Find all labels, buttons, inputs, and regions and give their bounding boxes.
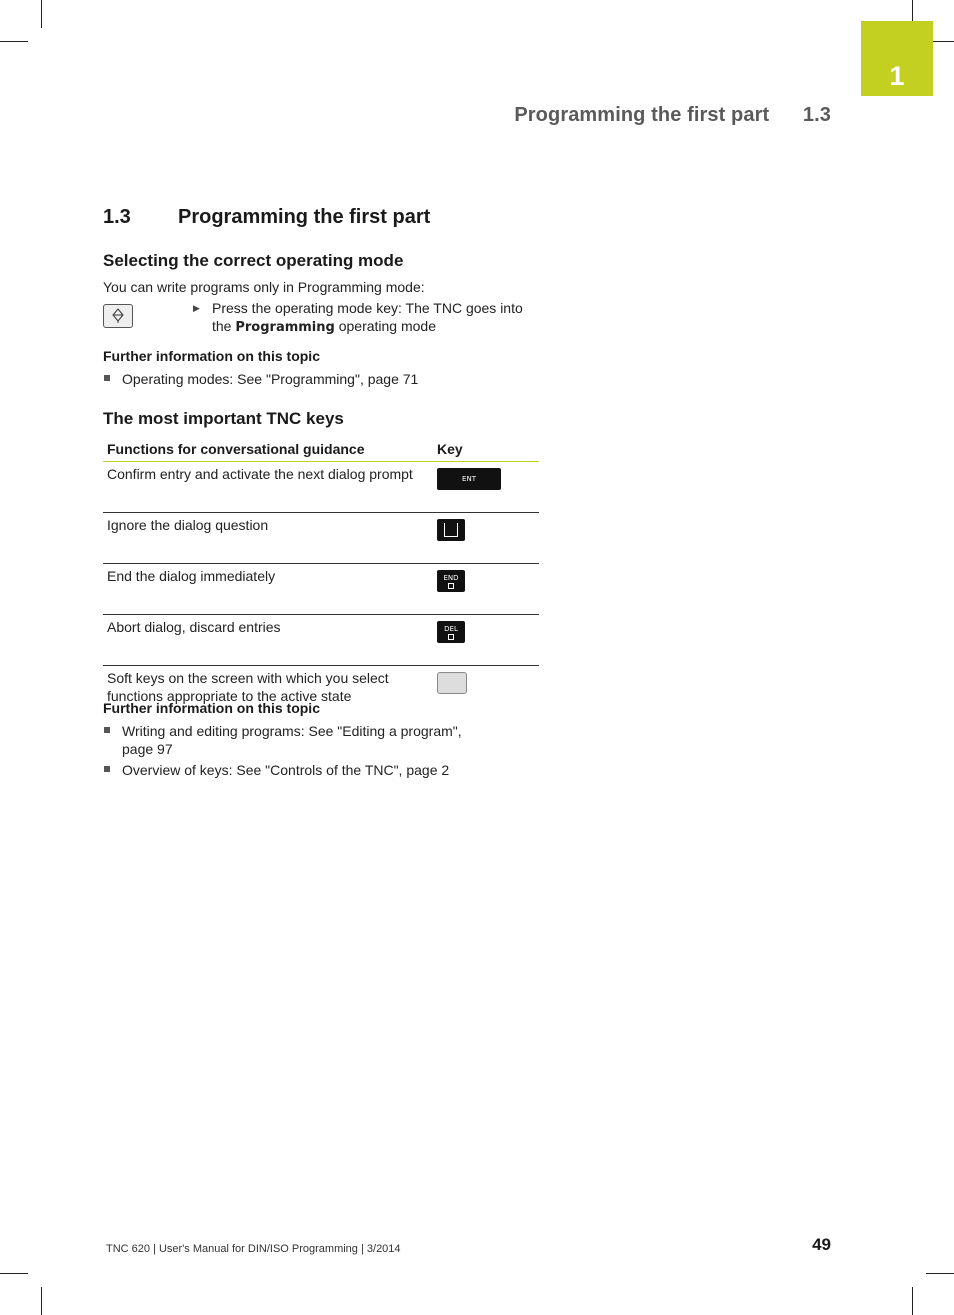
crop-mark xyxy=(926,1273,954,1274)
del-key-icon[interactable] xyxy=(437,621,465,643)
function-cell: Soft keys on the screen with which you select functions appropriate to the active state xyxy=(107,670,389,704)
no-ent-key-icon[interactable] xyxy=(437,519,465,541)
end-key-icon[interactable] xyxy=(437,570,465,592)
crop-mark xyxy=(41,1287,42,1315)
ent-key-icon[interactable] xyxy=(437,468,501,490)
key-cell xyxy=(433,666,539,717)
crop-mark xyxy=(0,41,28,42)
further-info-heading: Further information on this topic xyxy=(103,348,320,364)
page-number: 49 xyxy=(812,1235,831,1254)
running-header xyxy=(514,104,831,127)
key-cell xyxy=(433,615,539,666)
function-column-header: Functions for conversational guidance xyxy=(103,437,433,462)
step-text-before: Press the operating mode key: The TNC goes into the xyxy=(212,300,523,334)
list-item-text: Writing and editing programs: See "Editing a program", page 97 xyxy=(122,723,462,757)
key-label: ENT xyxy=(462,475,476,483)
chapter-number: 1 xyxy=(889,61,905,91)
operating-mode-heading: Selecting the correct operating mode xyxy=(103,251,404,270)
key-cell xyxy=(433,513,539,564)
step-instruction xyxy=(212,299,542,337)
crop-mark xyxy=(41,0,42,28)
key-cell xyxy=(433,462,539,513)
soft-key-icon[interactable] xyxy=(437,672,467,694)
table-row xyxy=(103,615,539,666)
crop-mark xyxy=(912,1287,913,1315)
bullet-icon xyxy=(104,727,110,733)
step-arrow-icon: ▶ xyxy=(193,303,200,313)
function-cell: End the dialog immediately xyxy=(103,564,433,615)
step-text-after: operating mode xyxy=(334,318,437,334)
programming-mode-icon xyxy=(111,308,125,324)
footer-text: TNC 620 | User's Manual for DIN/ISO Programming | 3/2014 xyxy=(106,1243,401,1255)
list-item-text: Overview of keys: See "Controls of the TNC", page 2 xyxy=(122,762,450,778)
key-label: DEL xyxy=(444,624,458,633)
section-heading xyxy=(103,206,430,229)
step-bold: Programming xyxy=(235,320,335,335)
table-header-row xyxy=(103,437,539,462)
section-title: Programming the first part xyxy=(178,206,431,228)
further-info-heading: Further information on this topic xyxy=(103,700,320,716)
function-cell: Abort dialog, discard entries xyxy=(103,615,433,666)
running-section: 1.3 xyxy=(802,104,831,126)
operating-mode-intro: You can write programs only in Programming mode: xyxy=(103,279,425,295)
bullet-icon xyxy=(104,766,110,772)
list-item xyxy=(104,722,504,758)
programming-mode-key[interactable] xyxy=(103,304,133,328)
crop-mark xyxy=(0,1273,28,1274)
function-cell: Ignore the dialog question xyxy=(103,513,433,564)
list-item-text: Operating modes: See "Programming", page 71 xyxy=(122,371,419,387)
list-item xyxy=(104,370,418,388)
section-number: 1.3 xyxy=(103,206,131,228)
function-cell: Confirm entry and activate the next dialog prompt xyxy=(103,462,433,513)
table-row xyxy=(103,513,539,564)
running-title: Programming the first part xyxy=(514,104,770,126)
table-row xyxy=(103,462,539,513)
chapter-tab xyxy=(861,21,933,96)
tnc-keys-table xyxy=(103,437,539,716)
key-label: END xyxy=(443,573,459,582)
table-row xyxy=(103,564,539,615)
bullet-icon xyxy=(104,375,110,381)
tnc-keys-heading: The most important TNC keys xyxy=(103,409,344,428)
key-cell xyxy=(433,564,539,615)
list-item xyxy=(104,761,449,779)
key-column-header: Key xyxy=(433,437,539,462)
